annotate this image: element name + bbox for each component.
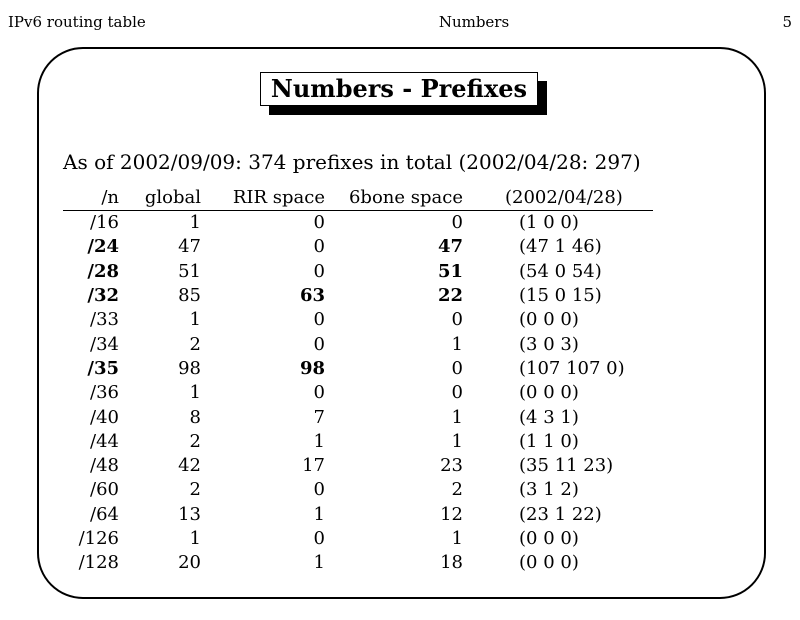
summary-line: As of 2002/09/09: 374 prefixes in total (2002/04/28: 297) <box>63 150 641 174</box>
cell-history: (107 107 0) <box>519 357 625 379</box>
table-row <box>63 527 653 551</box>
cell-rir-space: 63 <box>299 285 325 307</box>
table-row <box>63 430 653 454</box>
cell-rir-space: 0 <box>313 333 325 355</box>
cell-6bone-space: 23 <box>440 455 463 477</box>
cell-prefix-length: /35 <box>87 357 119 379</box>
cell-rir-space: 0 <box>313 212 325 234</box>
cell-global: 1 <box>189 528 201 549</box>
cell-rir-space: 0 <box>313 236 325 258</box>
table-row <box>63 211 653 236</box>
cell-prefix-length: /32 <box>87 285 119 307</box>
cell-prefix-length: /33 <box>90 309 119 331</box>
cell-history: (54 0 54) <box>519 260 602 282</box>
cell-prefix-length: /24 <box>87 236 119 258</box>
cell-global: 42 <box>178 455 201 477</box>
table-row <box>63 284 653 308</box>
cell-history: (47 1 46) <box>519 236 602 258</box>
cell-rir-space: 0 <box>313 309 325 331</box>
cell-global: 20 <box>178 552 201 574</box>
table-row <box>63 381 653 405</box>
cell-prefix-length: /40 <box>90 406 119 428</box>
table-row <box>63 260 653 284</box>
cell-prefix-length: /16 <box>90 212 119 234</box>
cell-rir-space: 1 <box>313 552 325 574</box>
table-row <box>63 405 653 429</box>
cell-6bone-space: 1 <box>451 528 463 549</box>
cell-rir-space: 98 <box>299 357 325 379</box>
cell-history: (0 0 0) <box>519 382 579 404</box>
cell-rir-space: 7 <box>313 406 325 428</box>
running-header-title: IPv6 routing table <box>8 13 146 31</box>
cell-6bone-space: 1 <box>451 333 463 355</box>
cell-rir-space: 1 <box>313 503 325 525</box>
cell-6bone-space: 1 <box>451 430 463 452</box>
cell-prefix-length: /60 <box>90 479 119 501</box>
column-header-rir: RIR space <box>201 185 325 211</box>
table-row <box>63 235 653 259</box>
table-row <box>63 551 653 575</box>
cell-global: 85 <box>178 285 201 307</box>
cell-prefix-length: /28 <box>87 260 119 282</box>
cell-prefix-length: /48 <box>90 455 119 477</box>
slide-title-box <box>260 72 538 106</box>
page-number: 5 <box>782 13 792 31</box>
cell-6bone-space: 18 <box>440 552 463 574</box>
cell-global: 98 <box>178 357 201 379</box>
table-header-row <box>63 185 653 211</box>
cell-global: 51 <box>178 260 201 282</box>
prefix-table <box>63 185 653 575</box>
cell-6bone-space: 0 <box>451 212 463 234</box>
column-header-6bone: 6bone space <box>325 185 463 211</box>
cell-global: 8 <box>189 406 201 428</box>
cell-6bone-space: 2 <box>451 479 463 501</box>
cell-history: (23 1 22) <box>519 503 602 525</box>
cell-prefix-length: /64 <box>90 503 119 525</box>
cell-history: (1 1 0) <box>519 430 579 452</box>
cell-history: (4 3 1) <box>519 406 579 428</box>
cell-prefix-length: /44 <box>90 430 119 452</box>
cell-global: 2 <box>189 430 201 452</box>
column-header-global: global <box>119 185 201 211</box>
cell-global: 47 <box>178 236 201 258</box>
cell-rir-space: 17 <box>302 455 325 477</box>
cell-history: (3 1 2) <box>519 479 579 501</box>
cell-global: 1 <box>189 309 201 331</box>
cell-rir-space: 1 <box>313 430 325 452</box>
running-header-section: Numbers <box>438 13 510 31</box>
table-row <box>63 454 653 478</box>
cell-global: 2 <box>189 479 201 501</box>
table-row <box>63 332 653 356</box>
cell-prefix-length: /128 <box>78 552 119 574</box>
cell-6bone-space: 47 <box>437 236 463 258</box>
cell-global: 2 <box>189 333 201 355</box>
cell-global: 1 <box>189 382 201 404</box>
cell-history: (0 0 0) <box>519 309 579 331</box>
slide-title: Numbers - Prefixes <box>260 72 538 106</box>
table-row <box>63 357 653 381</box>
cell-rir-space: 0 <box>313 528 325 549</box>
cell-history: (1 0 0) <box>519 212 579 234</box>
cell-6bone-space: 22 <box>437 285 463 307</box>
column-header-history: (2002/04/28) <box>463 185 653 211</box>
table-row <box>63 503 653 527</box>
cell-6bone-space: 0 <box>451 357 463 379</box>
cell-6bone-space: 1 <box>451 406 463 428</box>
cell-prefix-length: /34 <box>90 333 119 355</box>
cell-global: 13 <box>178 503 201 525</box>
cell-6bone-space: 12 <box>440 503 463 525</box>
cell-rir-space: 0 <box>313 479 325 501</box>
column-header-n: /n <box>63 185 119 211</box>
cell-history: (3 0 3) <box>519 333 579 355</box>
cell-6bone-space: 51 <box>437 260 463 282</box>
cell-history: (35 11 23) <box>519 455 614 477</box>
cell-history: (15 0 15) <box>519 285 602 307</box>
cell-rir-space: 0 <box>313 260 325 282</box>
cell-global: 1 <box>189 212 201 234</box>
cell-rir-space: 0 <box>313 382 325 404</box>
table-row <box>63 308 653 332</box>
cell-history: (0 0 0) <box>519 528 579 549</box>
cell-prefix-length: /36 <box>90 382 119 404</box>
cell-6bone-space: 0 <box>451 309 463 331</box>
cell-history: (0 0 0) <box>519 552 579 574</box>
cell-6bone-space: 0 <box>451 382 463 404</box>
cell-prefix-length: /126 <box>78 528 119 549</box>
table-row <box>63 478 653 502</box>
